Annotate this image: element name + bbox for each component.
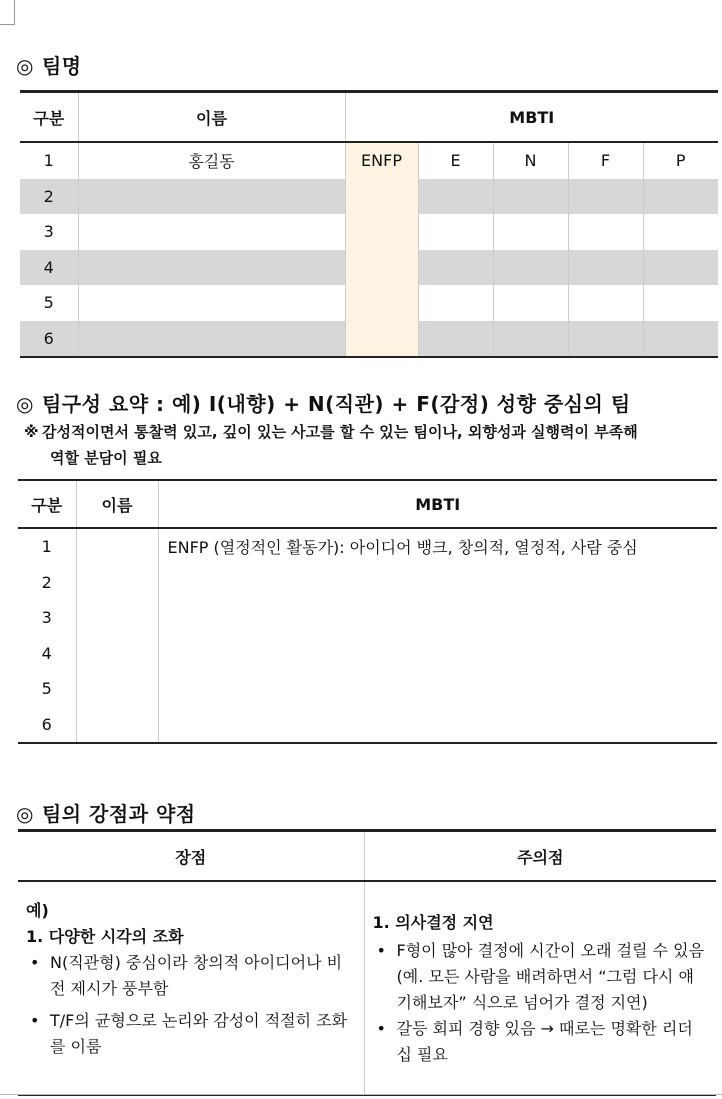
header-mbti: MBTI [345, 92, 718, 143]
section-title: 팀의 강점과 약점 [41, 802, 196, 826]
mbti-letter-1[interactable]: E [418, 142, 493, 179]
table-row [18, 881, 716, 1095]
mbti-letter-3[interactable] [568, 179, 643, 215]
row-number: 6 [20, 321, 78, 358]
team-members-table [20, 90, 718, 358]
mbti-type[interactable] [345, 285, 418, 321]
mbti-letter-4[interactable] [643, 250, 718, 286]
table-row [20, 285, 718, 321]
mbti-letter-3[interactable]: F [568, 142, 643, 179]
member-name[interactable] [76, 707, 158, 744]
mbti-letter-2[interactable] [493, 179, 568, 215]
table-row [18, 671, 717, 707]
caution-bullet: • 갈등 회피 경향 있음 → 때로는 명확한 리더십 필요 [373, 1016, 709, 1068]
strength-item-title: 1. 다양한 시각의 조화 [26, 927, 184, 946]
header-name: 이름 [76, 480, 158, 528]
mbti-letter-3[interactable] [568, 214, 643, 250]
table-header-row [18, 831, 716, 882]
table-row [20, 214, 718, 250]
mbti-description[interactable] [158, 600, 717, 636]
header-cautions: 주의점 [364, 831, 716, 882]
table-row [18, 636, 717, 672]
mbti-letter-4[interactable]: P [675, 151, 686, 171]
note-line-2: 역할 분담이 필요 [50, 449, 162, 467]
row-number: 4 [20, 250, 78, 286]
table-row [18, 528, 717, 565]
section-strengths-heading [16, 798, 196, 827]
section-team-summary-heading [16, 388, 631, 417]
mbti-letter-1[interactable] [418, 250, 493, 286]
row-number: 1 [20, 142, 78, 179]
mbti-letter-4[interactable] [643, 321, 718, 358]
section-title: 팀명 [41, 54, 82, 78]
mbti-letter-4[interactable] [643, 214, 718, 250]
member-name[interactable] [78, 179, 345, 215]
header-strengths: 장점 [18, 831, 364, 882]
row-number: 3 [18, 600, 76, 636]
header-mbti: MBTI [158, 480, 717, 528]
member-name[interactable] [78, 321, 345, 358]
mbti-letter-4[interactable] [643, 285, 718, 321]
member-name[interactable] [76, 671, 158, 707]
mbti-letter-4[interactable] [643, 179, 718, 215]
mbti-letter-1[interactable] [418, 285, 493, 321]
strengths-weaknesses-table [18, 829, 716, 1096]
header-name: 이름 [78, 92, 345, 143]
row-number: 1 [18, 528, 76, 565]
circle-mark-icon: ◎ [16, 802, 34, 826]
mbti-letter-3[interactable] [568, 285, 643, 321]
caution-bullet: • F형이 많아 결정에 시간이 오래 걸릴 수 있음(예. 모든 사람을 배려하면서 “그럼 다시 얘기해보자” 식으로 넘어가 결정 지연) [373, 938, 709, 1016]
circle-mark-icon: ◎ [16, 54, 34, 78]
page-corner-mark [0, 0, 15, 25]
table-row [18, 565, 717, 601]
mbti-letter-2[interactable]: N [493, 142, 568, 179]
header-gubun: 구분 [20, 92, 78, 143]
example-label: 예) [26, 901, 49, 920]
mbti-description[interactable] [158, 671, 717, 707]
member-name[interactable] [76, 565, 158, 601]
member-name[interactable] [78, 250, 345, 286]
mbti-type[interactable] [345, 250, 418, 286]
row-number: 2 [20, 179, 78, 215]
mbti-letter-3[interactable] [568, 250, 643, 286]
table-row [18, 600, 717, 636]
note-line-1: 감성적이면서 통찰력 있고, 깊이 있는 사고를 할 수 있는 팀이나, 외향성과 실행력이 부족해 [42, 423, 638, 441]
strengths-cell[interactable] [18, 881, 364, 1095]
table-row [20, 250, 718, 286]
mbti-letter-2[interactable] [493, 214, 568, 250]
member-name[interactable] [76, 528, 158, 565]
mbti-type[interactable]: ENFP [345, 142, 418, 179]
header-gubun: 구분 [18, 480, 76, 528]
table-row [20, 321, 718, 358]
strength-bullet: • T/F의 균형으로 논리와 감성이 적절히 조화를 이룸 [26, 1008, 356, 1060]
page-bottom-edge [0, 1094, 722, 1095]
mbti-letter-2[interactable] [493, 250, 568, 286]
table-row [18, 707, 717, 744]
table-row [20, 179, 718, 215]
circle-mark-icon: ◎ [16, 392, 34, 416]
section-team-name-heading [16, 50, 82, 79]
table-row [20, 142, 718, 179]
row-number: 5 [20, 285, 78, 321]
mbti-type[interactable] [345, 179, 418, 215]
row-number: 5 [18, 671, 76, 707]
member-name[interactable] [76, 636, 158, 672]
mbti-type[interactable] [345, 321, 418, 358]
team-summary-table [18, 479, 717, 744]
section-title: 팀구성 요약 : 예) I(내향) + N(직관) + F(감정) 성향 중심의 팀 [41, 392, 631, 416]
reference-mark-icon: ※ [24, 423, 39, 441]
table-header-row [20, 92, 718, 143]
mbti-letter-1[interactable] [418, 321, 493, 358]
mbti-description[interactable] [158, 565, 717, 601]
summary-note [24, 419, 638, 471]
row-number: 6 [18, 707, 76, 744]
row-number: 4 [18, 636, 76, 672]
member-name[interactable]: 홍길동 [78, 142, 345, 179]
mbti-description[interactable]: ENFP (열정적인 활동가): 아이디어 뱅크, 창의적, 열정적, 사람 중심 [167, 538, 638, 558]
row-number: 3 [20, 214, 78, 250]
member-name[interactable] [78, 285, 345, 321]
member-name[interactable] [76, 600, 158, 636]
member-name[interactable] [78, 214, 345, 250]
mbti-description[interactable] [158, 707, 717, 744]
mbti-letter-1[interactable] [418, 179, 493, 215]
mbti-type[interactable] [345, 214, 418, 250]
mbti-letter-1[interactable] [418, 214, 493, 250]
cautions-cell[interactable] [364, 881, 716, 1095]
strength-bullet: • N(직관형) 중심이라 창의적 아이디어나 비전 제시가 풍부함 [26, 950, 356, 1002]
mbti-letter-2[interactable] [493, 321, 568, 358]
mbti-letter-2[interactable] [493, 285, 568, 321]
row-number: 2 [18, 565, 76, 601]
caution-item-title: 1. 의사결정 지연 [372, 913, 494, 932]
mbti-description[interactable] [158, 636, 717, 672]
table-header-row [18, 480, 717, 528]
mbti-letter-3[interactable] [568, 321, 643, 358]
